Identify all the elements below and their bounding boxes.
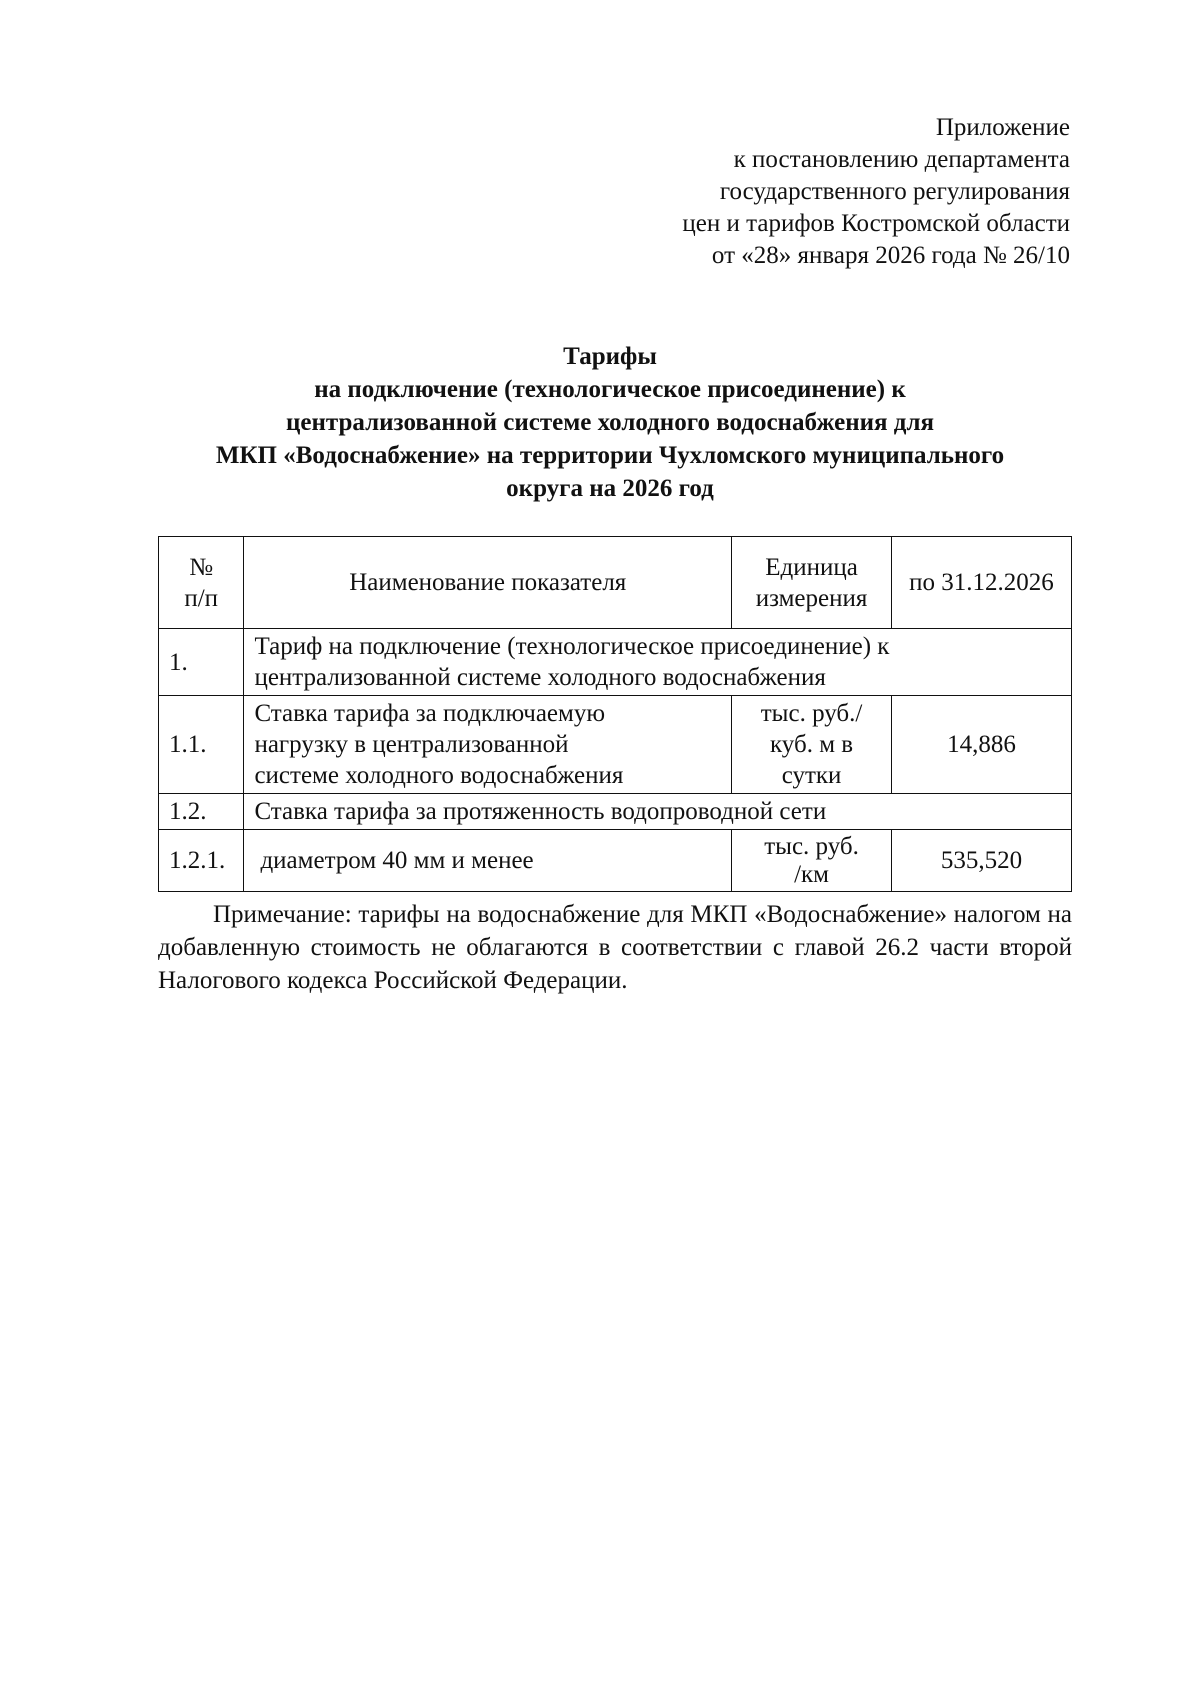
title-line: округа на 2026 год — [506, 475, 714, 502]
row-name: диаметром 40 мм и менее — [244, 830, 732, 892]
row-num: 1.2. — [159, 794, 244, 830]
row-value: 14,886 — [891, 696, 1071, 794]
row-num: 1.1. — [159, 696, 244, 794]
title-line: Тарифы — [563, 343, 657, 370]
appendix-line: цен и тарифов Костромской области — [682, 210, 1070, 237]
appendix-line: к постановлению департамента — [733, 146, 1070, 173]
appendix-line: от «28» января 2026 года № 26/10 — [711, 242, 1070, 269]
appendix-line: государственного регулирования — [719, 178, 1070, 205]
document-title — [140, 340, 1080, 505]
table-header-row — [159, 537, 1072, 629]
table-row — [159, 629, 1072, 696]
row-num: 1.2.1. — [159, 830, 244, 892]
footnote: Примечание: тарифы на водоснабжение для МКП «Водоснабжение» налогом на добавленную стоимость не облагаются в соответствии с главой 26.2 части второй Налогового кодекса Российской Федерации. — [158, 901, 1072, 994]
title-line: на подключение (технологическое присоединение) к — [314, 376, 906, 403]
row-unit: тыс. руб. /км — [732, 830, 892, 892]
title-line: МКП «Водоснабжение» на территории Чухломского муниципального — [215, 442, 1005, 469]
tariffs-table — [158, 536, 1072, 892]
appendix-line: Приложение — [935, 114, 1070, 141]
header-value: по 31.12.2026 — [891, 537, 1071, 629]
title-line: централизованной системе холодного водоснабжения для — [286, 409, 934, 436]
table-row — [159, 794, 1072, 830]
header-name: Наименование показателя — [244, 537, 732, 629]
header-num: № п/п — [159, 537, 244, 629]
row-unit: тыс. руб./ куб. м в сутки — [732, 696, 892, 794]
row-value: 535,520 — [891, 830, 1071, 892]
table-row — [159, 696, 1072, 794]
row-name: Ставка тарифа за подключаемую нагрузку в централизованной системе холодного водоснабжения — [244, 696, 732, 794]
table-row — [159, 830, 1072, 892]
row-name: Тариф на подключение (технологическое присоединение) к централизованной системе холодного водоснабжения — [244, 629, 1072, 696]
header-unit: Единица измерения — [732, 537, 892, 629]
row-num: 1. — [159, 629, 244, 696]
row-name: Ставка тарифа за протяженность водопроводной сети — [244, 794, 1072, 830]
appendix-header — [470, 112, 1070, 272]
